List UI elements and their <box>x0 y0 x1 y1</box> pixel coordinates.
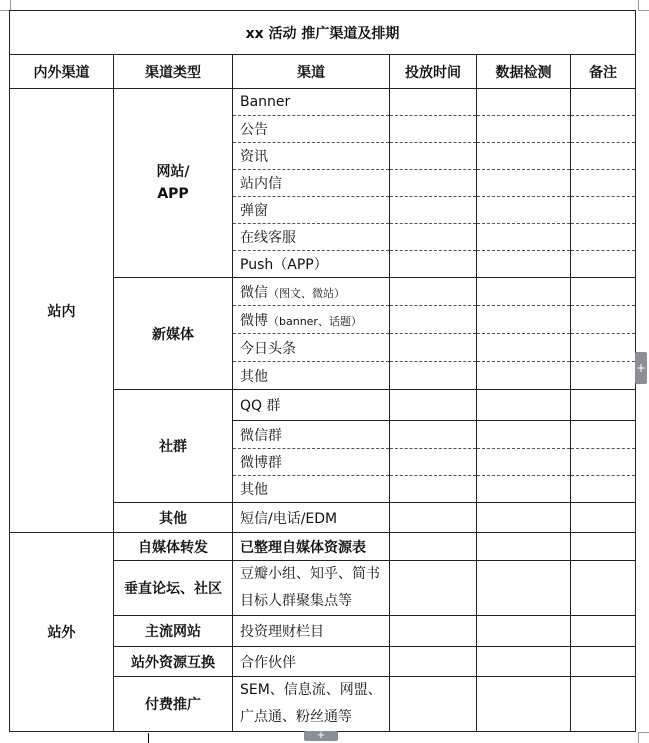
header-cell: 数据检测 <box>477 55 571 89</box>
data-cell[interactable] <box>477 197 571 224</box>
type-cell-other: 其他 <box>114 503 233 533</box>
time-cell[interactable] <box>390 647 477 677</box>
note-cell[interactable] <box>571 197 636 224</box>
data-cell[interactable] <box>477 647 571 677</box>
time-cell[interactable] <box>390 197 477 224</box>
note-cell[interactable] <box>571 89 636 116</box>
header-cell: 备注 <box>571 55 636 89</box>
channel-cell: 投资理财栏目 <box>233 616 390 647</box>
header-cell: 内外渠道 <box>10 55 114 89</box>
channel-cell: 短信/电话/EDM <box>233 503 390 533</box>
note-cell[interactable] <box>571 561 636 616</box>
channel-cell <box>233 278 390 306</box>
data-cell[interactable] <box>477 306 571 334</box>
type-label-web-2: APP <box>157 186 189 202</box>
note-cell[interactable] <box>571 334 636 362</box>
channel-label: 微信 <box>240 284 268 301</box>
time-cell[interactable] <box>390 503 477 533</box>
channel-cell: Push（APP） <box>233 251 390 278</box>
time-cell[interactable] <box>390 89 477 116</box>
channel-cell: 公告 <box>233 116 390 143</box>
channel-cell: 微博群 <box>233 449 390 476</box>
type-cell: 垂直论坛、社区 <box>114 561 233 616</box>
text-cursor <box>148 733 149 743</box>
header-cell: 渠道类型 <box>114 55 233 89</box>
header-cell: 渠道 <box>233 55 390 89</box>
time-cell[interactable] <box>390 116 477 143</box>
type-label-web-1: 网站/ <box>156 164 190 180</box>
data-cell[interactable] <box>477 334 571 362</box>
channel-cell: 弹窗 <box>233 197 390 224</box>
channel-cell: 豆瓣小组、知乎、简书目标人群聚集点等 <box>233 561 390 616</box>
type-cell: 主流网站 <box>114 616 233 647</box>
time-cell[interactable] <box>390 170 477 197</box>
channel-cell: 其他 <box>233 362 390 390</box>
data-cell[interactable] <box>477 503 571 533</box>
channel-cell: 资讯 <box>233 143 390 170</box>
table-row <box>10 89 636 116</box>
data-cell[interactable] <box>477 362 571 390</box>
data-cell[interactable] <box>477 476 571 503</box>
note-cell[interactable] <box>571 677 636 732</box>
note-cell[interactable] <box>571 533 636 561</box>
table-row <box>10 533 636 561</box>
channel-cell <box>233 306 390 334</box>
data-cell[interactable] <box>477 116 571 143</box>
channel-cell: QQ 群 <box>233 390 390 421</box>
channel-note: （banner、话题） <box>268 314 362 328</box>
note-cell[interactable] <box>571 503 636 533</box>
time-cell[interactable] <box>390 143 477 170</box>
note-cell[interactable] <box>571 224 636 251</box>
channel-cell: 在线客服 <box>233 224 390 251</box>
channel-cell: SEM、信息流、网盟、广点通、粉丝通等 <box>233 677 390 732</box>
data-cell[interactable] <box>477 561 571 616</box>
note-cell[interactable] <box>571 449 636 476</box>
data-cell[interactable] <box>477 533 571 561</box>
note-cell[interactable] <box>571 476 636 503</box>
time-cell[interactable] <box>390 251 477 278</box>
note-cell[interactable] <box>571 421 636 449</box>
page-corner-mark <box>638 0 649 11</box>
note-cell[interactable] <box>571 116 636 143</box>
group-cell-out: 站外 <box>10 533 114 732</box>
time-cell[interactable] <box>390 362 477 390</box>
table-title: xx 活动 推广渠道及排期 <box>10 11 636 55</box>
data-cell[interactable] <box>477 616 571 647</box>
channel-label: 微博 <box>240 312 268 329</box>
data-cell[interactable] <box>477 251 571 278</box>
add-row-handle[interactable]: + <box>304 731 338 741</box>
data-cell[interactable] <box>477 421 571 449</box>
time-cell[interactable] <box>390 390 477 421</box>
note-cell[interactable] <box>571 143 636 170</box>
channel-cell: Banner <box>233 89 390 116</box>
note-cell[interactable] <box>571 616 636 647</box>
data-cell[interactable] <box>477 224 571 251</box>
time-cell[interactable] <box>390 677 477 732</box>
time-cell[interactable] <box>390 533 477 561</box>
note-cell[interactable] <box>571 278 636 306</box>
header-cell: 投放时间 <box>390 55 477 89</box>
time-cell[interactable] <box>390 421 477 449</box>
channel-cell: 今日头条 <box>233 334 390 362</box>
data-cell[interactable] <box>477 89 571 116</box>
type-cell: 付费推广 <box>114 677 233 732</box>
note-cell[interactable] <box>571 362 636 390</box>
channel-note: （图文、微站） <box>268 286 345 300</box>
channel-cell: 微信群 <box>233 421 390 449</box>
time-cell[interactable] <box>390 224 477 251</box>
channel-cell: 合作伙伴 <box>233 647 390 677</box>
add-column-handle[interactable]: + <box>635 352 647 384</box>
page-corner-mark <box>638 732 649 743</box>
time-cell[interactable] <box>390 476 477 503</box>
type-cell-community: 社群 <box>114 390 233 503</box>
promotion-channel-table <box>9 10 636 732</box>
time-cell[interactable] <box>390 616 477 647</box>
data-cell[interactable] <box>477 170 571 197</box>
channel-cell: 已整理自媒体资源表 <box>233 533 390 561</box>
group-cell-in: 站内 <box>10 89 114 533</box>
data-cell[interactable] <box>477 449 571 476</box>
note-cell[interactable] <box>571 306 636 334</box>
time-cell[interactable] <box>390 306 477 334</box>
table-header-row <box>10 55 636 89</box>
data-cell[interactable] <box>477 143 571 170</box>
type-cell-web <box>114 89 233 278</box>
type-cell: 自媒体转发 <box>114 533 233 561</box>
note-cell[interactable] <box>571 647 636 677</box>
channel-cell: 其他 <box>233 476 390 503</box>
time-cell[interactable] <box>390 449 477 476</box>
data-cell[interactable] <box>477 677 571 732</box>
type-cell: 站外资源互换 <box>114 647 233 677</box>
type-cell-media: 新媒体 <box>114 278 233 390</box>
time-cell[interactable] <box>390 334 477 362</box>
data-cell[interactable] <box>477 390 571 421</box>
note-cell[interactable] <box>571 390 636 421</box>
time-cell[interactable] <box>390 561 477 616</box>
note-cell[interactable] <box>571 251 636 278</box>
data-cell[interactable] <box>477 278 571 306</box>
time-cell[interactable] <box>390 278 477 306</box>
note-cell[interactable] <box>571 170 636 197</box>
channel-cell: 站内信 <box>233 170 390 197</box>
